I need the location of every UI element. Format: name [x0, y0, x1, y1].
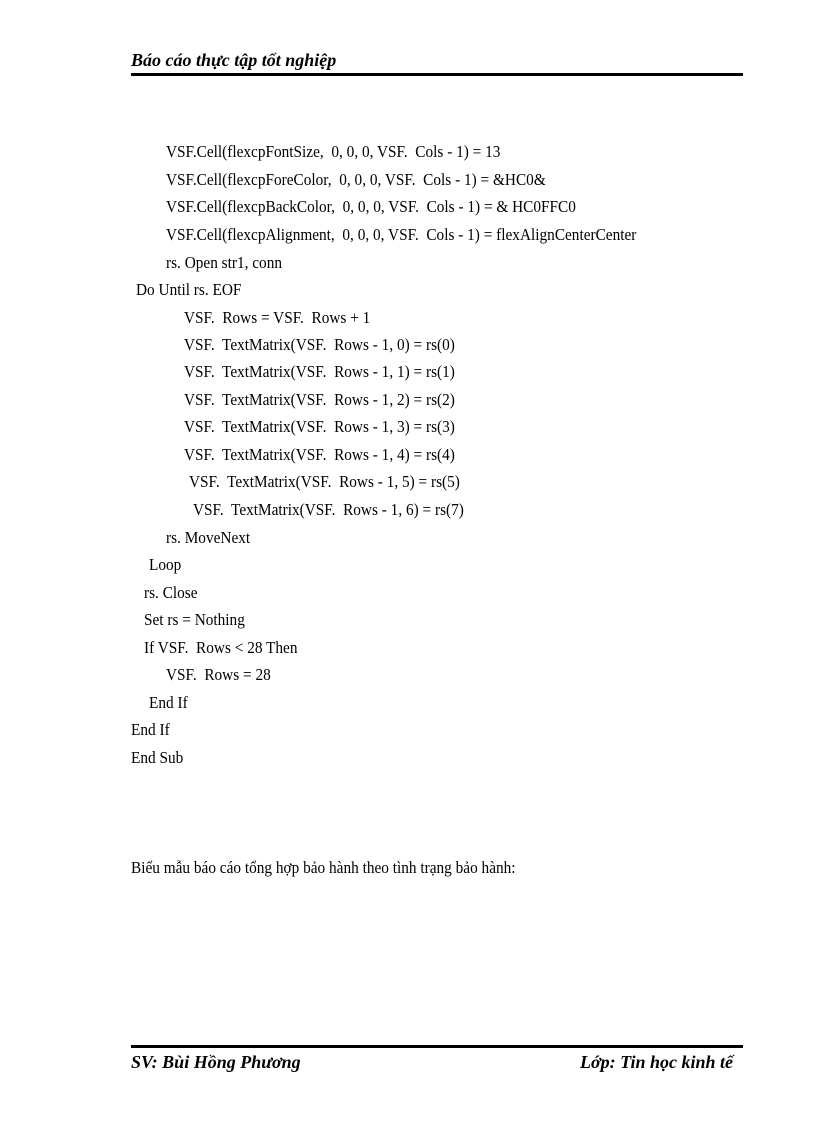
- footer-class: Lớp: Tin học kinh tế: [580, 1052, 733, 1072]
- code-line: VSF.Cell(flexcpForeColor, 0, 0, 0, VSF. Cols - 1) = &HC0&: [166, 170, 546, 189]
- code-line: Do Until rs. EOF: [136, 280, 242, 299]
- code-line: VSF. TextMatrix(VSF. Rows - 1, 0) = rs(0): [184, 335, 455, 354]
- code-line: VSF. TextMatrix(VSF. Rows - 1, 4) = rs(4): [184, 445, 455, 464]
- code-line: Loop: [149, 555, 182, 574]
- code-line: If VSF. Rows < 28 Then: [144, 638, 298, 657]
- footer-student: SV: Bùi Hồng Phương: [131, 1052, 301, 1072]
- code-line: VSF. Rows = 28: [166, 665, 271, 684]
- code-line: rs. Open str1, conn: [166, 253, 283, 272]
- code-line: VSF. TextMatrix(VSF. Rows - 1, 2) = rs(2): [184, 390, 455, 409]
- code-line: VSF.Cell(flexcpAlignment, 0, 0, 0, VSF. Cols - 1) = flexAlignCenterCenter: [166, 225, 637, 244]
- code-line: End If: [131, 720, 170, 739]
- page-footer: [131, 1045, 743, 1075]
- code-line: Set rs = Nothing: [144, 610, 245, 629]
- code-line: rs. MoveNext: [166, 528, 251, 547]
- code-line: VSF.Cell(flexcpFontSize, 0, 0, 0, VSF. Cols - 1) = 13: [166, 142, 501, 161]
- code-line: VSF. TextMatrix(VSF. Rows - 1, 5) = rs(5): [189, 472, 460, 491]
- footer-divider: [131, 1045, 743, 1048]
- code-line: End Sub: [131, 748, 184, 767]
- code-line: VSF. Rows = VSF. Rows + 1: [184, 308, 371, 327]
- code-line: VSF. TextMatrix(VSF. Rows - 1, 1) = rs(1): [184, 362, 455, 381]
- header-title: Báo cáo thực tập tốt nghiệp: [131, 50, 337, 70]
- code-line: VSF.Cell(flexcpBackColor, 0, 0, 0, VSF. Cols - 1) = & HC0FFC0: [166, 197, 576, 216]
- code-line: VSF. TextMatrix(VSF. Rows - 1, 6) = rs(7): [193, 500, 464, 519]
- code-line: End If: [149, 693, 188, 712]
- code-line: rs. Close: [144, 583, 198, 602]
- code-line: VSF. TextMatrix(VSF. Rows - 1, 3) = rs(3): [184, 417, 455, 436]
- report-caption: Biểu mẫu báo cáo tổng hợp bảo hành theo tình trạng bảo hành:: [131, 858, 516, 877]
